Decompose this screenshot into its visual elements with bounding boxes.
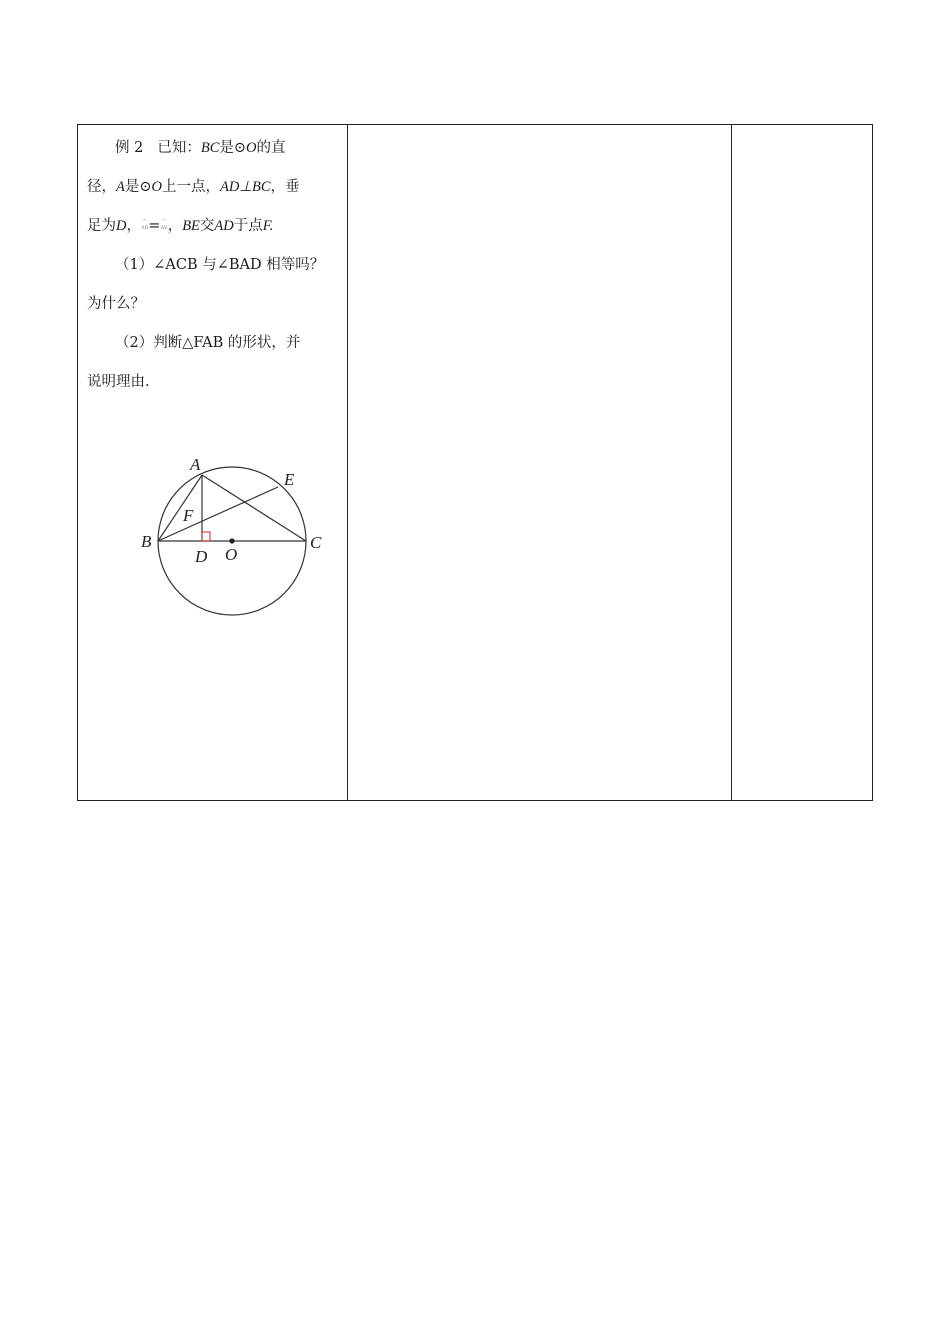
question-1-continued [87, 285, 341, 324]
arc-ae-fraction: ⌒ AE [160, 220, 168, 231]
label-f: F [183, 506, 194, 525]
equals-sign: = [148, 218, 161, 234]
column-divider-2 [731, 125, 732, 800]
label-a: A [190, 455, 201, 474]
label-o: O [225, 545, 238, 564]
text-fragment: 的直 [256, 140, 286, 156]
given-label: 已知： [157, 140, 201, 156]
math-d: D [116, 218, 127, 234]
text-fragment: 径， [87, 179, 116, 195]
question-1-cont: 为什么？ [87, 296, 145, 312]
text-fragment: ，垂 [270, 179, 300, 195]
question-2-cont: 说明理由. [87, 374, 150, 390]
label-c: C [310, 533, 322, 552]
math-bc: BC [200, 140, 220, 156]
right-angle-mark [202, 532, 210, 541]
question-2-continued [87, 363, 341, 402]
problem-line-1 [87, 129, 341, 168]
math-o: O [151, 179, 162, 195]
text-fragment: 是⊙ [219, 140, 247, 156]
math-ad-perp-bc: AD⊥BC [220, 179, 271, 195]
label-d: D [195, 547, 208, 566]
text-fragment: 于点 [233, 218, 263, 234]
question-2-text: 判断△FAB 的形状，并 [153, 335, 301, 351]
math-ad: AD [214, 218, 234, 234]
math-a: A [116, 179, 125, 195]
center-point [229, 538, 234, 543]
label-b: B [141, 532, 152, 551]
problem-line-2 [87, 168, 341, 207]
question-1 [87, 246, 341, 285]
column-divider-1 [347, 125, 348, 800]
question-2 [87, 324, 341, 363]
math-f: F. [262, 218, 274, 234]
question-1-text: ∠ACB 与∠BAD 相等吗？ [153, 257, 325, 273]
question-1-label: （1） [115, 257, 154, 273]
problem-line-3: 足为D，⌒ AB=⌒ AE，BE交AD于点F. [87, 218, 274, 234]
label-e: E [284, 470, 295, 489]
arc-ab-fraction: ⌒ AB [140, 220, 149, 231]
math-o: O [246, 140, 257, 156]
text-fragment: 是⊙ [124, 179, 152, 195]
problem-text [87, 129, 341, 402]
text-fragment: 交 [199, 218, 215, 234]
text-fragment: 足为 [87, 218, 116, 234]
math-be: BE [182, 218, 200, 234]
text-fragment: ， [126, 218, 141, 234]
geometry-figure [134, 450, 334, 625]
example-label: 例 2 [115, 140, 144, 156]
question-2-label: （2） [115, 335, 154, 351]
text-fragment: 上一点， [162, 179, 220, 195]
